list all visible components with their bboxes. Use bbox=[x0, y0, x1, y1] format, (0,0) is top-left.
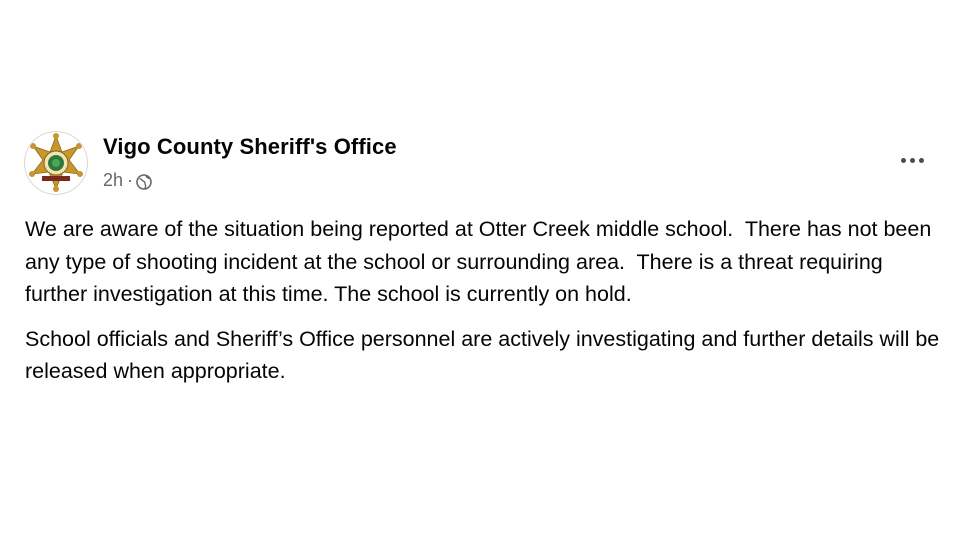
post-paragraph: School officials and Sheriff’s Office personnel are actively investigating and further details will be released when appropriate. bbox=[25, 326, 946, 383]
more-options-button[interactable] bbox=[892, 146, 932, 174]
more-options-icon bbox=[901, 158, 906, 163]
more-options-icon-dot bbox=[910, 158, 915, 163]
post-paragraph: We are aware of the situation being reported at Otter Creek middle school. There has not been any type of shooting incident at the school or surrounding area. There is a threat requiring further investigation at this time. The school is currently on hold. bbox=[25, 217, 938, 306]
globe-icon[interactable] bbox=[136, 174, 152, 190]
post-timestamp[interactable]: 2h bbox=[103, 170, 124, 190]
more-options-icon-dot bbox=[919, 158, 924, 163]
meta-separator: · bbox=[127, 170, 134, 190]
post-meta bbox=[103, 170, 152, 191]
sheriff-star-badge-icon bbox=[25, 132, 87, 194]
page-avatar[interactable] bbox=[24, 131, 88, 195]
post-body bbox=[25, 213, 950, 388]
page-name-link[interactable]: Vigo County Sheriff's Office bbox=[103, 134, 397, 159]
